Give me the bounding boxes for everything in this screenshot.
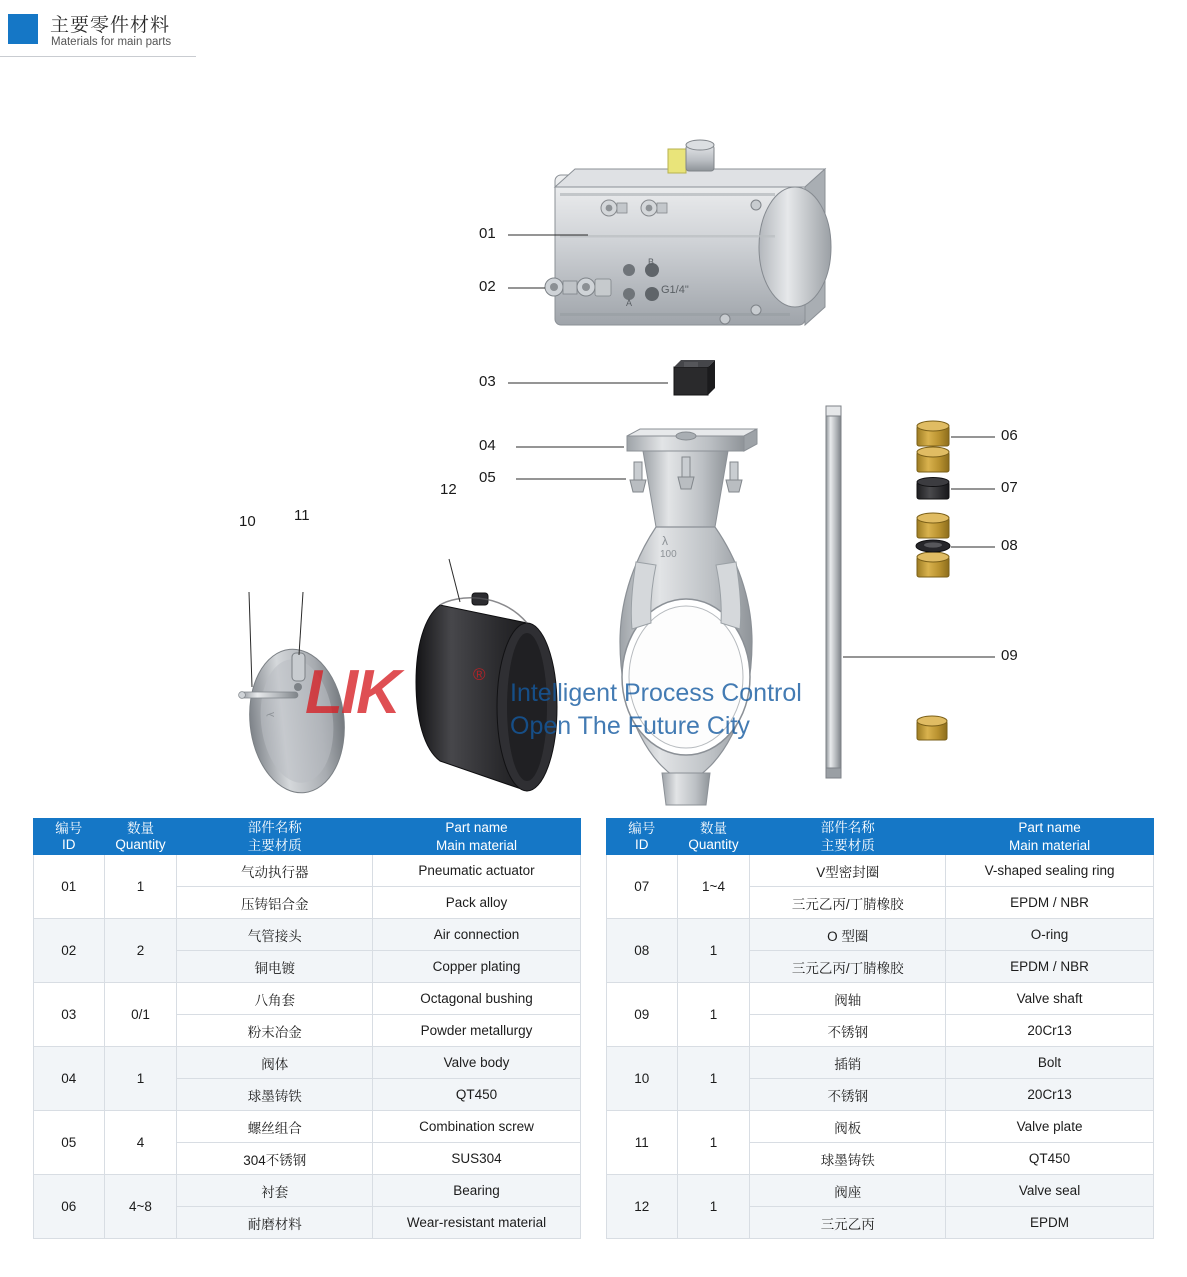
cell-material-en: 20Cr13 xyxy=(946,1015,1154,1047)
callout-02: 02 xyxy=(479,278,496,295)
callout-04: 04 xyxy=(479,437,496,454)
watermark-tagline-2: Open The Future City xyxy=(510,712,750,740)
cell-quantity: 1 xyxy=(677,983,750,1047)
materials-table-right xyxy=(606,818,1154,1239)
header-id-en: ID xyxy=(635,836,649,852)
cell-id: 11 xyxy=(607,1111,678,1175)
cell-id: 02 xyxy=(34,919,105,983)
header-part-name-cn: 部件名称 xyxy=(177,819,373,837)
cell-part-name-cn: 衬套 xyxy=(177,1175,373,1207)
table-row xyxy=(607,1175,1154,1207)
header-id-en: ID xyxy=(62,836,76,852)
part-valve-plate xyxy=(243,644,352,797)
svg-text:100: 100 xyxy=(660,549,677,560)
cell-material-cn: 不锈钢 xyxy=(750,1015,946,1047)
header-qty-en: Quantity xyxy=(115,836,166,852)
svg-text:G1/4": G1/4" xyxy=(661,284,689,296)
cell-part-name-en: Air connection xyxy=(373,919,581,951)
part-pneumatic-actuator xyxy=(545,140,831,325)
header-qty-cn: 数量 xyxy=(700,820,727,836)
header-quantity xyxy=(677,819,750,855)
table-row xyxy=(34,919,581,951)
cell-quantity: 1 xyxy=(104,855,177,919)
part-o-ring xyxy=(916,540,950,552)
table-row xyxy=(34,1175,581,1207)
header-id-cn: 编号 xyxy=(628,820,656,836)
cell-material-cn: 粉末冶金 xyxy=(177,1015,373,1047)
svg-text:λ: λ xyxy=(662,534,668,548)
cell-part-name-en: Bearing xyxy=(373,1175,581,1207)
cell-part-name-en: Valve body xyxy=(373,1047,581,1079)
cell-material-cn: 304不锈钢 xyxy=(177,1143,373,1175)
callout-12: 12 xyxy=(440,481,457,498)
cell-material-en: EPDM / NBR xyxy=(946,887,1154,919)
cell-part-name-cn: 阀座 xyxy=(750,1175,946,1207)
table-row xyxy=(34,1047,581,1079)
cell-material-en: EPDM / NBR xyxy=(946,951,1154,983)
cell-part-name-cn: 插销 xyxy=(750,1047,946,1079)
cell-part-name-cn: 阀体 xyxy=(177,1047,373,1079)
header-material-en: Main material xyxy=(946,837,1154,855)
callout-08: 08 xyxy=(1001,537,1018,554)
part-bolt xyxy=(239,692,298,699)
cell-part-name-en: Octagonal bushing xyxy=(373,983,581,1015)
table-row xyxy=(607,1111,1154,1143)
cell-quantity: 1 xyxy=(677,1111,750,1175)
part-valve-body xyxy=(620,429,757,805)
header-material-en: Main material xyxy=(373,837,581,855)
page-title-en: Materials for main parts xyxy=(51,36,172,48)
table-row xyxy=(34,983,581,1015)
cell-quantity: 4~8 xyxy=(104,1175,177,1239)
watermark-tagline-1: Intelligent Process Control xyxy=(510,679,802,707)
cell-id: 03 xyxy=(34,983,105,1047)
cell-material-cn: 不锈钢 xyxy=(750,1079,946,1111)
cell-part-name-cn: 螺丝组合 xyxy=(177,1111,373,1143)
cell-id: 06 xyxy=(34,1175,105,1239)
cell-part-name-en: Combination screw xyxy=(373,1111,581,1143)
cell-material-cn: 球墨铸铁 xyxy=(750,1143,946,1175)
table-row xyxy=(607,1047,1154,1079)
header-accent-square xyxy=(8,14,38,44)
cell-id: 09 xyxy=(607,983,678,1047)
part-valve-seat xyxy=(416,593,557,791)
cell-quantity: 1 xyxy=(677,1175,750,1239)
cell-material-en: Wear-resistant material xyxy=(373,1207,581,1239)
header-part-name-en: Part name xyxy=(946,819,1154,837)
cell-quantity: 1 xyxy=(677,1047,750,1111)
cell-part-name-cn: V型密封圈 xyxy=(750,855,946,887)
header-id-cn: 编号 xyxy=(55,820,83,836)
cell-id: 12 xyxy=(607,1175,678,1239)
callout-03: 03 xyxy=(479,373,496,390)
header-part-name-en: Part name xyxy=(373,819,581,837)
cell-quantity: 4 xyxy=(104,1111,177,1175)
cell-part-name-en: O-ring xyxy=(946,919,1154,951)
svg-text:B: B xyxy=(648,257,655,267)
cell-part-name-en: Valve plate xyxy=(946,1111,1154,1143)
page-title-cn: 主要零件材料 xyxy=(50,15,171,36)
callout-09: 09 xyxy=(1001,647,1018,664)
cell-part-name-cn: O 型圈 xyxy=(750,919,946,951)
callout-06: 06 xyxy=(1001,427,1018,444)
callout-01: 01 xyxy=(479,225,496,242)
materials-table-left xyxy=(33,818,581,1239)
callout-10: 10 xyxy=(239,513,256,530)
cell-material-cn: 三元乙丙/丁腈橡胶 xyxy=(750,887,946,919)
cell-quantity: 1~4 xyxy=(677,855,750,919)
cell-id: 05 xyxy=(34,1111,105,1175)
cell-part-name-cn: 八角套 xyxy=(177,983,373,1015)
table-row xyxy=(607,855,1154,887)
cell-part-name-cn: 阀板 xyxy=(750,1111,946,1143)
cell-material-cn: 球墨铸铁 xyxy=(177,1079,373,1111)
cell-part-name-en: V-shaped sealing ring xyxy=(946,855,1154,887)
svg-text:A: A xyxy=(626,298,633,308)
callout-05: 05 xyxy=(479,469,496,486)
cell-material-en: QT450 xyxy=(946,1143,1154,1175)
cell-id: 04 xyxy=(34,1047,105,1111)
table-row xyxy=(34,855,581,887)
cell-part-name-cn: 气管接头 xyxy=(177,919,373,951)
callout-07: 07 xyxy=(1001,479,1018,496)
cell-part-name-cn: 阀轴 xyxy=(750,983,946,1015)
header-id xyxy=(34,819,105,855)
page-header xyxy=(0,0,1187,57)
cell-material-cn: 压铸铝合金 xyxy=(177,887,373,919)
header-qty-en: Quantity xyxy=(688,836,739,852)
cell-material-en: SUS304 xyxy=(373,1143,581,1175)
registered-mark-icon: ® xyxy=(473,665,486,684)
cell-part-name-en: Pneumatic actuator xyxy=(373,855,581,887)
part-valve-shaft xyxy=(826,406,841,778)
table-row xyxy=(34,1111,581,1143)
cell-quantity: 1 xyxy=(104,1047,177,1111)
cell-id: 07 xyxy=(607,855,678,919)
header-quantity xyxy=(104,819,177,855)
table-row xyxy=(607,919,1154,951)
header-material-cn: 主要材质 xyxy=(750,837,946,855)
cell-part-name-en: Bolt xyxy=(946,1047,1154,1079)
cell-material-cn: 三元乙丙/丁腈橡胶 xyxy=(750,951,946,983)
header-part-name-cn: 部件名称 xyxy=(750,819,946,837)
part-octagonal-bushing xyxy=(674,360,715,395)
cell-material-cn: 耐磨材料 xyxy=(177,1207,373,1239)
cell-material-en: EPDM xyxy=(946,1207,1154,1239)
header-id xyxy=(607,819,678,855)
part-bearing xyxy=(917,421,949,740)
header-material-cn: 主要材质 xyxy=(177,837,373,855)
cell-id: 01 xyxy=(34,855,105,919)
cell-id: 08 xyxy=(607,919,678,983)
cell-material-en: Copper plating xyxy=(373,951,581,983)
table-row xyxy=(607,983,1154,1015)
cell-material-en: 20Cr13 xyxy=(946,1079,1154,1111)
cell-quantity: 1 xyxy=(677,919,750,983)
cell-quantity: 0/1 xyxy=(104,983,177,1047)
part-v-sealing-ring xyxy=(917,478,949,500)
cell-quantity: 2 xyxy=(104,919,177,983)
exploded-view-diagram xyxy=(0,57,1187,812)
cell-part-name-en: Valve seal xyxy=(946,1175,1154,1207)
cell-material-en: Powder metallurgy xyxy=(373,1015,581,1047)
cell-material-en: QT450 xyxy=(373,1079,581,1111)
watermark-brand: LIK xyxy=(305,658,399,727)
cell-material-cn: 三元乙丙 xyxy=(750,1207,946,1239)
cell-material-en: Pack alloy xyxy=(373,887,581,919)
cell-part-name-en: Valve shaft xyxy=(946,983,1154,1015)
cell-material-cn: 铜电镀 xyxy=(177,951,373,983)
header-qty-cn: 数量 xyxy=(126,820,154,836)
cell-id: 10 xyxy=(607,1047,678,1111)
callout-11: 11 xyxy=(294,507,310,524)
svg-text:λ: λ xyxy=(266,712,277,717)
cell-part-name-cn: 气动执行器 xyxy=(177,855,373,887)
